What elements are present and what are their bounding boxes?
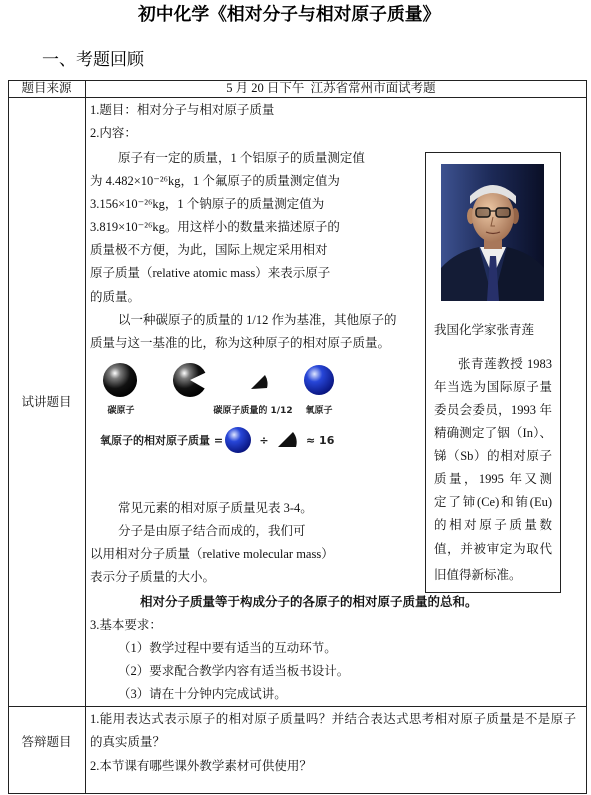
carbon-label: 碳原子 [107,406,135,416]
paragraph-1-line: 为 4.482×10⁻²⁶kg，1 个氟原子的质量测定值为 [90,174,340,188]
table-column-divider [85,80,86,794]
section-heading: 一、考题回顾 [42,50,144,69]
oxygen-atom-icon [304,365,334,395]
sidebar-bio-line: 委员会委员，1993 年 [434,403,552,417]
paragraph-1-line: 质量极不方便，为此，国际上规定采用相对 [90,243,328,257]
paragraph-2-line: 质量与这一基准的比，称为这种原子的相对原子质量。 [90,336,391,350]
oxygen-label: 氧原子 [305,406,333,416]
requirement-item: （2）要求配合教学内容有适当板书设计。 [118,664,350,678]
paragraph-1-line: 3.156×10⁻²⁶kg，1 个钠原子的质量测定值为 [90,197,325,211]
fraction-label: 碳原子质量的 1/12 [213,406,293,416]
sidebar-bio-line: 锑（Sb）的相对原子 [434,449,552,463]
equation-result: ≈ 16 [306,434,335,447]
defense-question-line: 1.能用表达式表示原子的相对原子质量吗？并结合表达式思考相对原子质量是不是原子 [90,712,576,726]
sidebar-bio-line: 定了铈(Ce)和铕(Eu) [434,495,552,509]
equation-carbon-piece-icon [278,432,297,447]
paragraph-2-line: 以一种碳原子的质量的 1/12 作为基准，其他原子的 [118,313,397,327]
carbon-twelfth-piece-icon [251,375,268,389]
sidebar-bio-line: 张青莲教授 1983 [458,357,552,371]
sidebar-bio-line: 精确测定了铟（In）、 [434,426,552,440]
paragraph-4-line: 分子是由原子结合而成的，我们可 [118,524,306,538]
sidebar-caption: 我国化学家张青莲 [434,323,535,337]
paragraph-1-line: 原子质量（relative atomic mass）来表示原子 [90,266,331,280]
portrait-photo [441,164,544,301]
source-label: 题目来源 [21,81,72,95]
sidebar-bio-line: 质量，1995 年又测 [434,472,552,486]
document-title: 初中化学《相对分子与相对原子质量》 [138,4,441,24]
table-row-divider [8,706,587,707]
paragraph-1-line: 3.819×10⁻²⁶kg。用这样小的数量来描述原子的 [90,220,340,234]
paragraph-4-line: 表示分子质量的大小。 [90,570,216,584]
defense-question-line: 2.本节课有哪些课外教学素材可供使用？ [90,759,312,773]
defense-label: 答辩题目 [21,735,72,749]
table-row-divider [8,97,587,98]
lecture-topic: 1.题目：相对分子与相对原子质量 [90,103,275,117]
divide-sign: ÷ [259,434,269,447]
carbon-atom-icon [103,363,137,397]
sidebar-bio-line: 年当选为国际原子量 [434,380,552,394]
sidebar-bio-line: 值，并被审定为取代 [434,542,552,556]
sidebar-bio-line: 的相对原子质量数 [434,518,552,532]
sidebar-bio-line: 旧值得新标准。 [434,568,522,582]
lecture-label: 试讲题目 [21,395,72,409]
relative-atomic-mass-figure [95,358,405,458]
equation-label: 氧原子的相对原子质量 = [100,434,224,447]
paragraph-3-line: 常见元素的相对原子质量见表 3-4。 [118,501,313,515]
paragraph-4-line: 以用相对分子质量（relative molecular mass） [90,547,334,561]
source-value: 5 月 20 日下午 江苏省常州市面试考题 [226,81,436,95]
paragraph-1-line: 原子有一定的质量，1 个铝原子的质量测定值 [118,151,365,165]
bold-statement: 相对分子质量等于构成分子的各原子的相对原子质量的总和。 [140,595,478,609]
requirement-item: （3）请在十分钟内完成试讲。 [118,687,287,701]
carbon-atom-cut-icon [173,363,205,397]
equation-oxygen-icon [225,427,251,453]
content-label: 2.内容： [90,126,137,140]
requirement-item: （1）教学过程中要有适当的互动环节。 [118,641,337,655]
requirements-label: 3.基本要求： [90,618,162,632]
paragraph-1-line: 的质量。 [90,290,141,304]
defense-question-line: 的真实质量？ [90,735,166,749]
